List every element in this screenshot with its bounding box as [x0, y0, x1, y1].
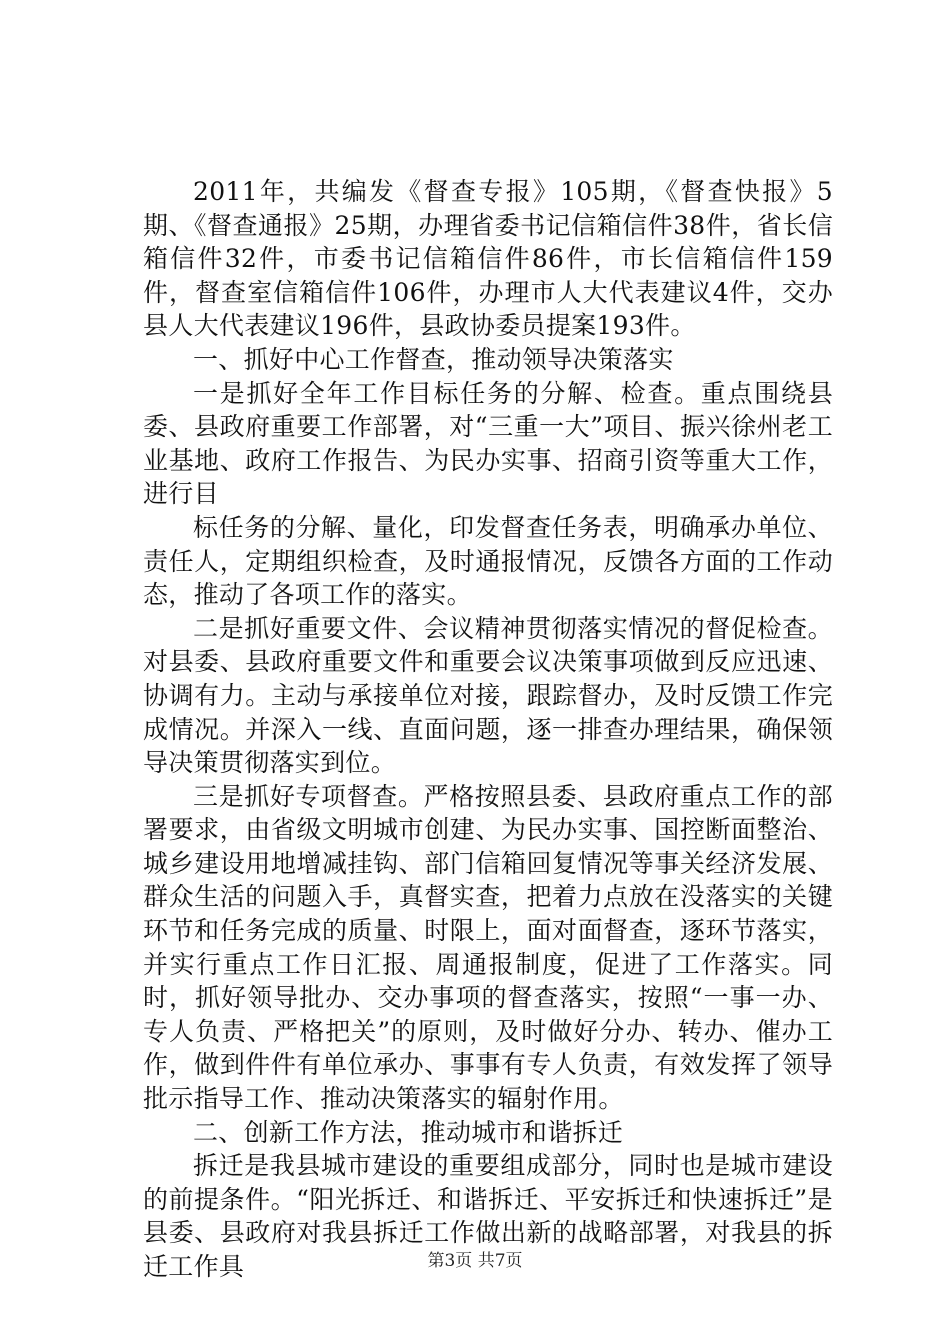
paragraph-documents-meetings: 二是抓好重要文件、会议精神贯彻落实情况的督促检查。对县委、县政府重要文件和重要会议决策事项做到反应迅速、协调有力。主动与承接单位对接，跟踪督办，及时反馈工作完成情况。并深入一线、直面问题，逐一排查办理结果，确保领导决策贯彻落实到位。 — [143, 613, 833, 778]
paragraph-targets-continued: 标任务的分解、量化，印发督查任务表，明确承办单位、责任人，定期组织检查，及时通报情况，反馈各方面的工作动态，推动了各项工作的落实。 — [143, 512, 833, 610]
section-heading-1: 一、抓好中心工作督查，推动领导决策落实 — [193, 344, 674, 374]
page-number-footer: 第3页 共7页 — [427, 1251, 523, 1271]
section-heading-2: 二、创新工作方法，推动城市和谐拆迁 — [193, 1117, 624, 1147]
paragraph-demolition: 拆迁是我县城市建设的重要组成部分，同时也是城市建设的前提条件。“阳光拆迁、和谐拆迁、平安拆迁和快速拆迁”是县委、县政府对我县拆迁工作做出新的战略部署，对我县的拆迁工作具 — [143, 1151, 833, 1281]
paragraph-special-supervision: 三是抓好专项督查。严格按照县委、县政府重点工作的部署要求，由省级文明城市创建、为民办实事、国控断面整治、城乡建设用地增减挂钩、部门信箱回复情况等事关经济发展、群众生活的问题入手，真督实查，把着力点放在没落实的关键环节和任务完成的质量、时限上，面对面督查，逐环节落实，并实行重点工作日汇报、周通报制度，促进了工作落实。同时，抓好领导批办、交办事项的督查落实，按照“一事一办、专人负责、严格把关”的原则，及时做好分办、转办、催办工作，做到件件有单位承办、事事有专人负责，有效发挥了领导批示指导工作、推动决策落实的辐射作用。 — [143, 781, 833, 1114]
document-body — [143, 175, 833, 1284]
paragraph-targets: 一是抓好全年工作目标任务的分解、检查。重点围绕县委、县政府重要工作部署，对“三重一大”项目、振兴徐州老工业基地、政府工作报告、为民办实事、招商引资等重大工作，进行目 — [143, 378, 833, 509]
paragraph-statistics: 2011年，共编发《督查专报》105期，《督查快报》5期、《督查通报》25期，办理省委书记信箱信件38件，省长信箱信件32件，市委书记信箱信件86件，市长信箱信件159件，督查室信箱信件106件，办理市人大代表建议4件，交办县人大代表建议196件，县政协委员提案193件。 — [143, 177, 833, 341]
